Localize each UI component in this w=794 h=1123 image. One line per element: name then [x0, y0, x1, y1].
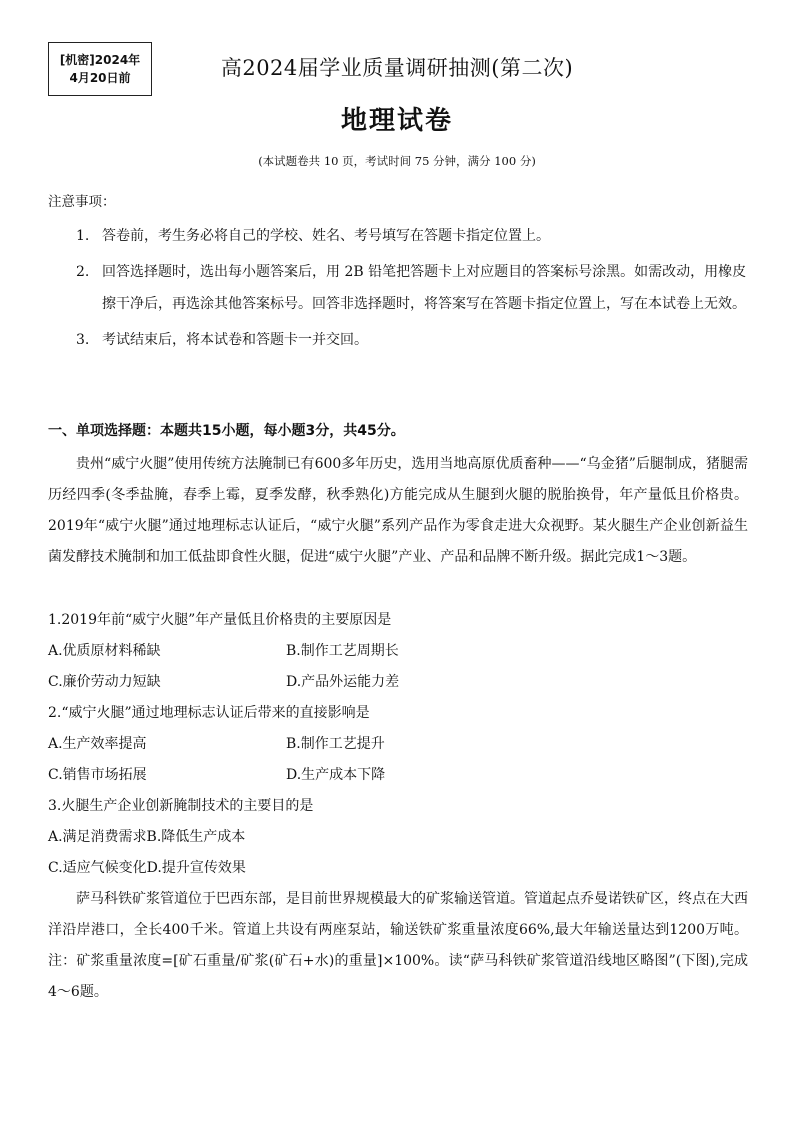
question-2-stem: 2.“威宁火腿”通过地理标志认证后带来的直接影响是	[48, 705, 370, 721]
notice-item	[76, 324, 756, 356]
question-2-option-d: D.生产成本下降	[286, 767, 386, 783]
question-1-option-d: D.产品外运能力差	[286, 674, 400, 690]
question-1-option-c: C.廉价劳动力短缺	[48, 674, 161, 690]
passage-ham: 贵州“威宁火腿”使用传统方法腌制已有600多年历史，选用当地高原优质畜种——“乌金猪”后腿制成，猪腿需历经四季(冬季盐腌，春季上霉，夏季发酵，秋季熟化)方能完成从生腿到火腿的脱胎换骨，年产量低且价格贵。2019年“威宁火腿”通过地理标志认证后，“威宁火腿”系列产品作为零食走进大众视野。某火腿生产企业创新益生菌发酵技术腌制和加工低盐即食性火腿，促进“威宁火腿”产业、产品和品牌不断升级。据此完成1～3题。	[48, 456, 748, 565]
question-3-options-ab: A.满足消费需求B.降低生产成本	[48, 829, 246, 845]
notice-item-number: 1.	[76, 228, 90, 244]
notice-item-text: 回答选择题时，选出每小题答案后，用 2B 铅笔把答题卡上对应题目的答案标号涂黑。如需改动，用橡皮擦干净后，再选涂其他答案标号。回答非选择题时，将答案写在答题卡指定位置上，写在本试卷上无效。	[102, 264, 747, 312]
notice-item-number: 2.	[76, 264, 90, 280]
question-2-option-a: A.生产效率提高	[48, 736, 147, 752]
question-3-options-cd: C.适应气候变化D.提升宣传效果	[48, 860, 246, 876]
question-1-stem: 1.2019年前“威宁火腿”年产量低且价格贵的主要原因是	[48, 612, 392, 628]
exam-title: 高2024届学业质量调研抽测(第二次)	[220, 56, 574, 80]
question-1-option-a: A.优质原材料稀缺	[48, 643, 161, 659]
subject-title: 地理试卷	[340, 106, 453, 136]
question-2-option-b: B.制作工艺提升	[286, 736, 385, 752]
confidential-line-1: [机密]2024年	[59, 53, 141, 67]
notice-list	[76, 220, 756, 360]
notice-item-text: 答卷前，考生务必将自己的学校、姓名、考号填写在答题卡指定位置上。	[102, 228, 550, 244]
question-2-option-c: C.销售市场拓展	[48, 767, 147, 783]
notice-item	[76, 220, 756, 252]
notice-heading: 注意事项：	[48, 194, 116, 210]
question-3-stem: 3.火腿生产企业创新腌制技术的主要目的是	[48, 798, 314, 814]
confidential-line-2: 4月20日前	[69, 71, 131, 85]
passage-pipeline: 萨马科铁矿浆管道位于巴西东部，是目前世界规模最大的矿浆输送管道。管道起点乔曼诺铁矿区，终点在大西洋沿岸港口，全长400千米。管道上共设有两座泵站，输送铁矿浆重量浓度66%,最大年输送量达到1200万吨。注：矿浆重量浓度=[矿石重量/矿浆(矿石+水)的重量]×100%。读“萨马科铁矿浆管道沿线地区略图”(下图),完成4～6题。	[48, 891, 748, 1000]
section-heading: 一、单项选择题：本题共15小题，每小题3分，共45分。	[48, 423, 405, 439]
notice-item-text: 考试结束后，将本试卷和答题卡一并交回。	[102, 332, 368, 348]
question-1-option-b: B.制作工艺周期长	[286, 643, 399, 659]
notice-item-number: 3.	[76, 332, 90, 348]
notice-item	[76, 256, 756, 320]
exam-info: (本试题卷共 10 页，考试时间 75 分钟，满分 100 分)	[258, 154, 536, 168]
